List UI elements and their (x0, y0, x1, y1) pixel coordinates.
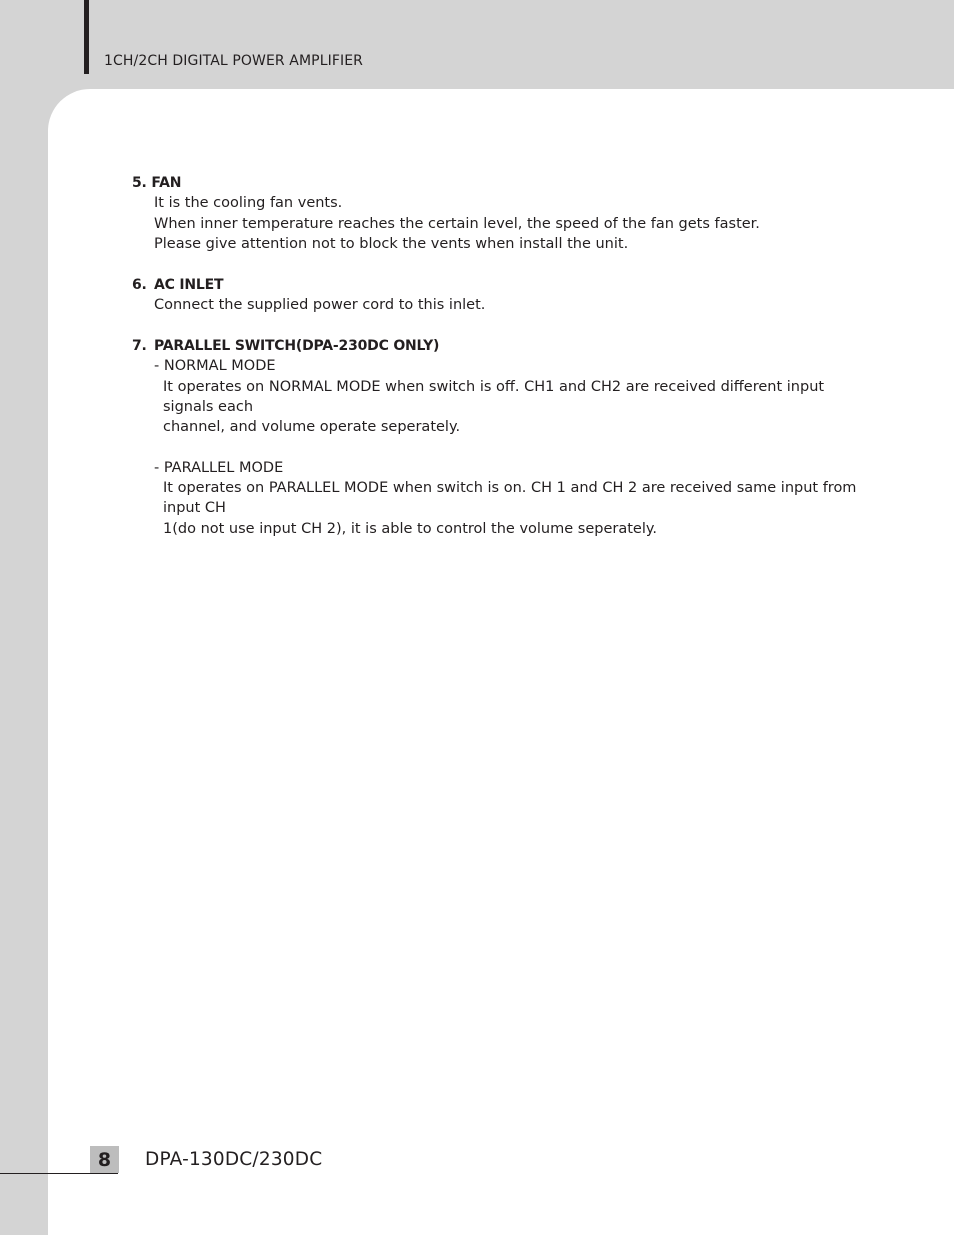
body-line: Please give attention not to block the vents when install the unit. (154, 235, 629, 252)
section-title: FAN (151, 175, 182, 191)
body-line: 1(do not use input CH 2), it is able to control the volume seperately. (163, 520, 657, 537)
body-line: It operates on PARALLEL MODE when switch is on. CH 1 and CH 2 are received same input from input CH (163, 480, 857, 517)
footer-rule (0, 1173, 118, 1174)
page-panel (48, 89, 954, 1235)
body-line: channel, and volume operate seperately. (163, 419, 461, 436)
body-line: When inner temperature reaches the certain level, the speed of the fan gets faster. (154, 215, 760, 232)
footer-model: DPA-130DC/230DC (145, 1149, 323, 1170)
mode-label-normal: - NORMAL MODE (154, 358, 276, 375)
page-number: 8 (90, 1146, 119, 1173)
section-number: 6. (132, 277, 147, 293)
section-fan (132, 173, 872, 254)
body-line: It is the cooling fan vents. (154, 195, 343, 212)
body-line: Connect the supplied power cord to this inlet. (154, 297, 486, 314)
section-heading-fan (132, 173, 872, 193)
section-heading-parallel-switch (132, 336, 872, 356)
section-title: AC INLET (154, 277, 224, 293)
section-ac-inlet (132, 275, 872, 316)
section-number: 5. (132, 175, 147, 191)
header-accent-bar (84, 0, 89, 74)
mode-label-parallel: - PARALLEL MODE (154, 459, 284, 476)
section-heading-ac-inlet (132, 275, 872, 295)
body-line: It operates on NORMAL MODE when switch is off. CH1 and CH2 are received different input signals each (163, 378, 825, 415)
section-parallel-switch (132, 336, 872, 539)
section-number: 7. (132, 338, 147, 354)
header-title: 1CH/2CH DIGITAL POWER AMPLIFIER (104, 53, 363, 69)
section-title: PARALLEL SWITCH(DPA-230DC ONLY) (154, 338, 440, 354)
